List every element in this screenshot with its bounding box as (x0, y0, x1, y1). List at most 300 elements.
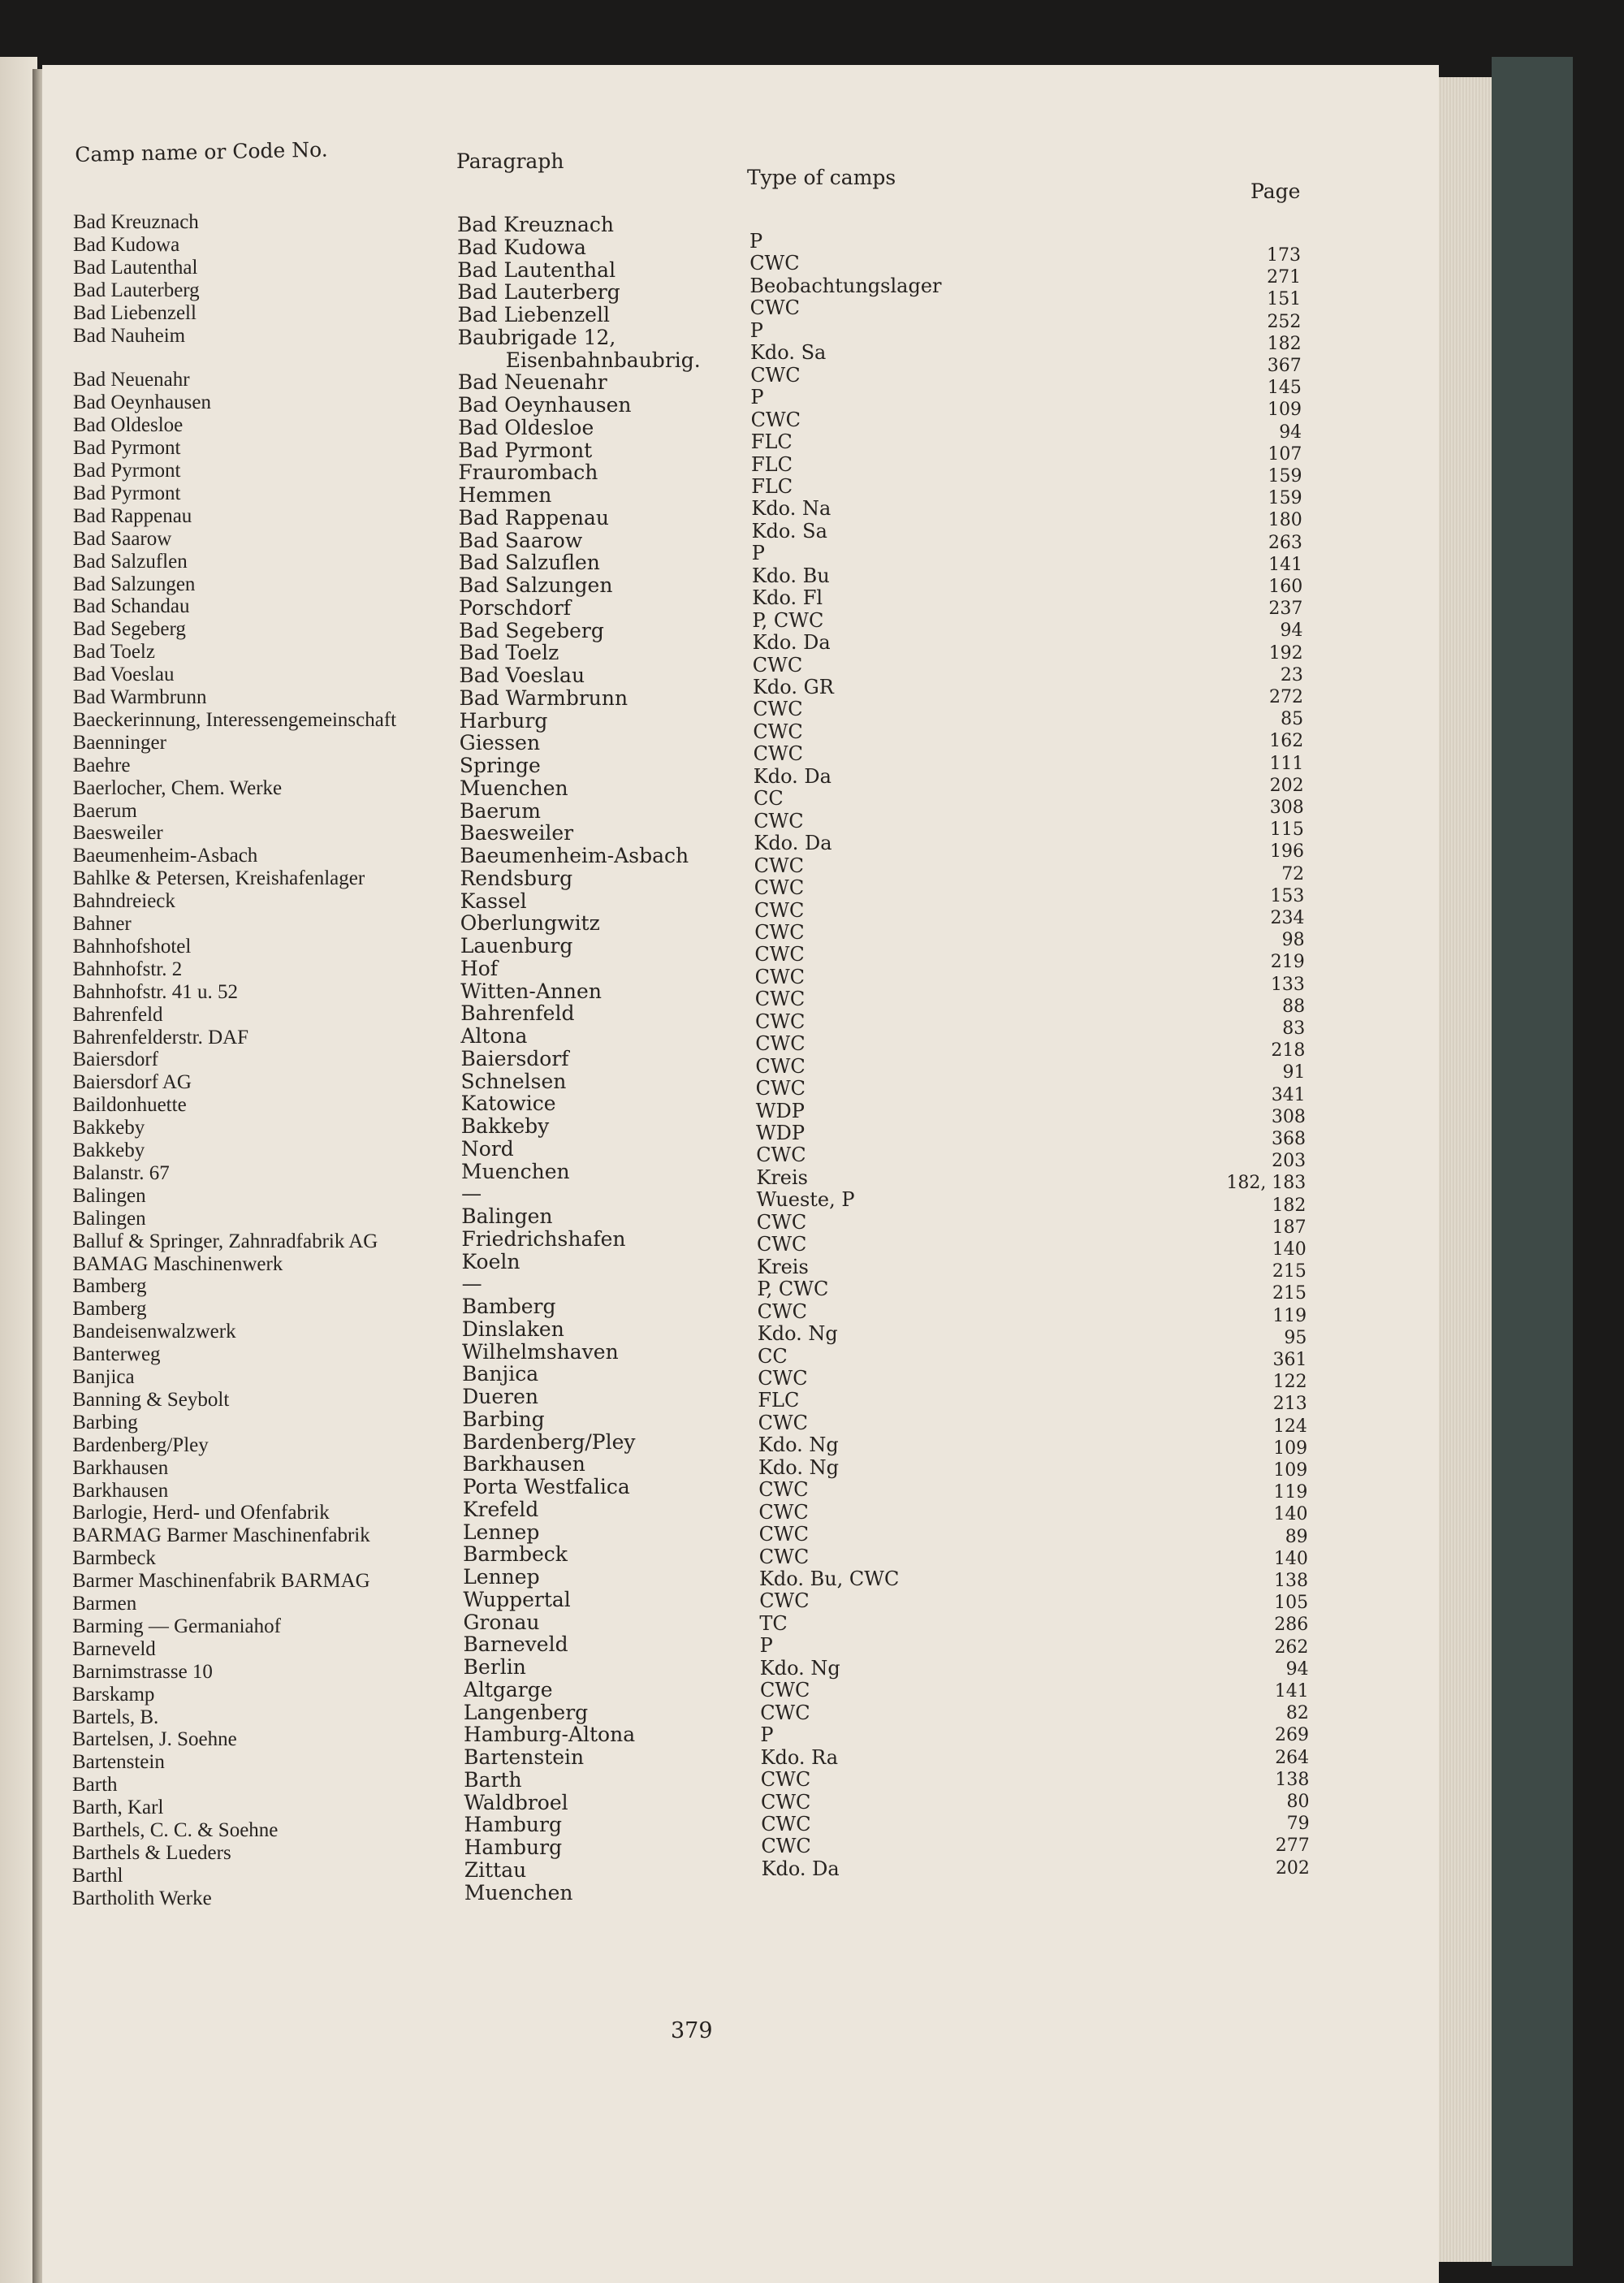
paragraph-entry: Hemmen (458, 483, 552, 507)
camp-name: Barskamp (72, 1683, 155, 1706)
page-reference: 215 (1272, 1261, 1307, 1282)
camp-type: P, CWC (752, 608, 824, 632)
camp-type: P (750, 386, 764, 409)
paragraph-entry: Bad Liebenzell (457, 303, 610, 326)
paragraph-entry: Bad Voeslau (459, 664, 585, 687)
page-reference: 159 (1268, 488, 1302, 509)
page-reference: 202 (1275, 1857, 1310, 1879)
page-reference: 105 (1274, 1593, 1309, 1614)
page-reference: 98 (1281, 930, 1305, 951)
page-reference: 182, 183 (1226, 1173, 1307, 1194)
paragraph-entry: Harburg (459, 708, 548, 733)
paragraph-entry: Barth (464, 1767, 522, 1792)
camp-type: CWC (760, 1768, 811, 1792)
camp-name: Balluf & Springer, Zahnradfabrik AG (72, 1230, 378, 1252)
paragraph-entry: — (461, 1182, 482, 1206)
camp-name: Bamberg (72, 1298, 147, 1321)
camp-type: FLC (751, 452, 793, 476)
paragraph-entry: Bad Salzuflen (458, 551, 600, 575)
page-reference: 187 (1272, 1217, 1307, 1238)
paragraph-entry: Zittau (464, 1857, 527, 1882)
header-page: Page (1250, 179, 1301, 203)
camp-type: CWC (756, 1144, 806, 1167)
camp-name: Bad Segeberg (72, 618, 186, 641)
page-reference: 308 (1269, 798, 1304, 818)
camp-name: Bad Warmbrunn (72, 686, 207, 708)
page-reference: 95 (1284, 1327, 1307, 1348)
page-reference: 277 (1275, 1835, 1310, 1857)
camp-name: BAMAG Maschinenwerk (72, 1252, 283, 1275)
paragraph-entry: Bad Kreuznach (457, 213, 615, 236)
paragraph-entry: Lauenburg (460, 934, 573, 958)
camp-name: Bad Neuenahr (72, 369, 190, 391)
paragraph-entry: Bad Neuenahr (457, 370, 607, 395)
paragraph-entry: Hof (460, 956, 499, 980)
page-reference: 109 (1273, 1460, 1308, 1481)
paragraph-entry: Bad Kudowa (457, 235, 586, 259)
paragraph-entry: Porta Westfalica (462, 1475, 630, 1498)
camp-name: Bad Salzungen (72, 573, 196, 595)
page-reference: 196 (1270, 841, 1305, 863)
camp-type: P (751, 542, 765, 565)
camp-type: CC (754, 787, 784, 811)
camp-type: Kdo. Ng (758, 1433, 839, 1457)
camp-name: Barkhausen (72, 1456, 169, 1479)
camp-type: CWC (754, 920, 805, 944)
paragraph-entry: Barbing (462, 1407, 545, 1431)
camp-type: WDP (756, 1122, 806, 1144)
camp-type: TC (759, 1611, 788, 1635)
camp-name: Bartenstein (71, 1751, 165, 1774)
page-reference: 269 (1275, 1725, 1310, 1746)
header-camp-name: Camp name or Code No. (74, 137, 328, 166)
paragraph-entry: Hamburg (464, 1835, 563, 1859)
camp-name: Bad Kudowa (72, 233, 180, 256)
page-reference: 89 (1285, 1526, 1308, 1547)
camp-type: CWC (750, 408, 801, 431)
camp-name: Bad Rappenau (72, 504, 192, 527)
page-reference: 218 (1271, 1040, 1306, 1062)
page-reference: 368 (1272, 1129, 1306, 1149)
camp-type: CWC (754, 898, 805, 922)
paragraph-entry: Waldbroel (464, 1790, 568, 1814)
paragraph-entry: Nord (460, 1136, 514, 1161)
paragraph-entry: Barneveld (463, 1632, 568, 1657)
camp-type: CWC (750, 363, 801, 387)
camp-name: Barth, Karl (71, 1797, 164, 1819)
page-number: 379 (671, 2018, 713, 2043)
camp-name: Baiersdorf (72, 1049, 158, 1071)
paragraph-entry: Altona (460, 1024, 528, 1048)
paragraph-entry: Oberlungwitz (460, 911, 600, 936)
camp-name: Bad Voeslau (72, 664, 175, 686)
page-reference: 140 (1273, 1504, 1308, 1525)
camp-name: Bardenberg/Pley (72, 1433, 209, 1456)
paragraph-entry: Muenchen (460, 776, 568, 800)
camp-type: CWC (757, 1233, 807, 1256)
page-reference: 237 (1268, 599, 1303, 620)
paragraph-entry: — (461, 1272, 482, 1296)
page-reference: 262 (1274, 1637, 1309, 1658)
paragraph-entry: Barkhausen (462, 1452, 585, 1477)
page-reference: 263 (1268, 532, 1302, 553)
camp-name: Banning & Seybolt (72, 1388, 230, 1411)
page-reference: 160 (1268, 577, 1303, 597)
paragraph-entry: Bad Lautenthal (457, 257, 616, 282)
camp-name: Bad Toelz (72, 641, 155, 664)
page-reference: 271 (1267, 267, 1302, 288)
camp-type: WDP (755, 1099, 805, 1122)
camp-name: Baehre (72, 754, 131, 776)
camp-name: Bartholith Werke (71, 1887, 212, 1909)
page-reference: 234 (1270, 908, 1305, 928)
page-reference: 107 (1268, 443, 1302, 465)
camp-type: CWC (753, 720, 803, 743)
camp-type: Kdo. Na (751, 497, 831, 521)
book-cover (1492, 57, 1573, 2266)
paragraph-entry: Bahrenfeld (460, 1001, 575, 1026)
camp-name: Barthels, C. C. & Soehne (71, 1819, 279, 1841)
page-reference: 91 (1282, 1062, 1306, 1083)
camp-type: Kdo. GR (753, 676, 834, 698)
paragraph-entry: Eisenbahnbaubrig. (505, 348, 701, 372)
camp-type: Beobachtungslager (749, 274, 942, 297)
camp-type: CWC (756, 1210, 807, 1234)
camp-type: CWC (758, 1523, 809, 1546)
camp-name: Bahnhofstr. 41 u. 52 (72, 980, 238, 1003)
paragraph-entry: Berlin (463, 1655, 526, 1679)
camp-type: CWC (749, 296, 800, 320)
paragraph-entry: Bad Lauterberg (457, 280, 620, 305)
camp-name: Baesweiler (72, 822, 163, 845)
camp-type: P (749, 318, 763, 342)
camp-name: BARMAG Barmer Maschinenfabrik (72, 1524, 370, 1547)
camp-type: CWC (760, 1679, 810, 1702)
page-reference: 119 (1273, 1482, 1308, 1503)
page-reference: 153 (1270, 885, 1305, 906)
paragraph-entry: Muenchen (464, 1880, 573, 1905)
paragraph-entry: Dinslaken (461, 1317, 564, 1341)
camp-type: CWC (752, 653, 803, 677)
page-reference: 79 (1286, 1814, 1310, 1835)
camp-type: FLC (750, 430, 793, 454)
paragraph-entry: Hamburg-Altona (464, 1723, 636, 1747)
camp-type: CWC (757, 1299, 807, 1323)
paragraph-entry: Bardenberg/Pley (462, 1429, 636, 1454)
camp-name: Bahner (72, 913, 132, 935)
camp-name: Bakkeby (72, 1117, 145, 1139)
camp-name: Bad Lauterberg (72, 279, 200, 301)
paragraph-entry: Barmbeck (463, 1542, 568, 1567)
page-reference: 202 (1269, 775, 1304, 796)
page-reference: 138 (1274, 1571, 1308, 1591)
camp-type: FLC (758, 1389, 800, 1412)
paragraph-entry: Bad Oeynhausen (457, 393, 632, 417)
camp-type: Kreis (757, 1255, 809, 1278)
camp-name: Barthels & Lueders (71, 1841, 231, 1864)
camp-name: Bahrenfelderstr. DAF (72, 1026, 249, 1049)
camp-type: Kdo. Da (752, 631, 831, 655)
camp-name: Baenninger (72, 731, 166, 754)
camp-name: Bad Lautenthal (72, 256, 198, 279)
page-reference: 109 (1268, 400, 1302, 421)
camp-type: CWC (755, 1010, 806, 1033)
camp-type: CWC (755, 1032, 806, 1056)
camp-type: Kreis (756, 1165, 808, 1189)
camp-type: CWC (754, 988, 806, 1011)
page-reference: 192 (1268, 642, 1303, 664)
camp-name: Bakkeby (72, 1139, 145, 1161)
camp-type: CWC (761, 1812, 811, 1835)
camp-name: Bahndreieck (72, 890, 175, 913)
camp-type: P (759, 1634, 773, 1658)
page-reference: 173 (1267, 245, 1301, 266)
camp-name: Baildonhuette (72, 1094, 187, 1117)
camp-name: Bahrenfeld (72, 1003, 163, 1026)
paragraph-entry: Bad Saarow (458, 528, 583, 552)
camp-type: P (749, 230, 763, 253)
camp-name: Barthl (71, 1864, 123, 1887)
camp-name: Banterweg (72, 1343, 161, 1366)
paragraph-entry: Krefeld (462, 1497, 539, 1521)
page-reference: 213 (1272, 1394, 1307, 1415)
camp-type: Wueste, P (756, 1188, 855, 1212)
paragraph-entry: Bad Oldesloe (458, 415, 594, 439)
page-reference: 94 (1279, 422, 1302, 443)
camp-type: Kdo. Da (754, 832, 832, 855)
page-reference: 88 (1282, 996, 1306, 1017)
camp-name: Barnimstrasse 10 (72, 1660, 213, 1683)
page-reference: 119 (1272, 1305, 1307, 1326)
header-paragraph: Paragraph (456, 149, 564, 173)
page-reference: 80 (1286, 1792, 1310, 1812)
camp-type: Kdo. Ra (760, 1745, 839, 1769)
camp-name: Barneveld (72, 1637, 156, 1660)
paragraph-entry: Bad Rappenau (458, 505, 609, 530)
page-reference: 83 (1282, 1018, 1306, 1039)
camp-type: CWC (754, 809, 804, 832)
page-reference: 124 (1272, 1416, 1307, 1437)
paragraph-entry: Bad Warmbrunn (459, 685, 628, 710)
page-reference: 115 (1269, 819, 1304, 841)
camp-type: CWC (758, 1500, 809, 1524)
camp-type: CWC (758, 1366, 808, 1390)
paragraph-entry: Witten-Annen (460, 979, 602, 1003)
page-reference: 85 (1281, 709, 1304, 730)
camp-name: Baiersdorf AG (72, 1071, 192, 1094)
paragraph-entry: Bakkeby (460, 1114, 550, 1138)
camp-name: Bad Saarow (72, 527, 172, 550)
camp-type: P (760, 1723, 774, 1747)
page-reference: 215 (1272, 1283, 1307, 1304)
page-reference: 109 (1273, 1438, 1308, 1459)
camp-name: Barth (71, 1774, 118, 1797)
camp-type: Kdo. Da (753, 764, 831, 788)
camp-type: CWC (753, 742, 803, 766)
paragraph-entry: Baerum (460, 798, 541, 823)
camp-name: Balingen (72, 1184, 146, 1207)
camp-type: CWC (758, 1545, 810, 1568)
paragraph-entry: Wilhelmshaven (462, 1339, 619, 1364)
page-reference: 286 (1274, 1615, 1309, 1636)
page-reference: 133 (1270, 974, 1305, 995)
paragraph-entry: Balingen (461, 1204, 553, 1228)
camp-type: CWC (754, 854, 804, 877)
camp-type: CWC (761, 1835, 811, 1858)
page-reference: 145 (1267, 378, 1302, 399)
camp-type: CWC (755, 1054, 806, 1078)
camp-name: Bamberg (72, 1275, 147, 1298)
paragraph-entry: Kassel (460, 889, 527, 913)
camp-name: Bahnhofshotel (72, 935, 192, 958)
page-reference: 94 (1280, 620, 1303, 642)
paragraph-entry: Altgarge (463, 1677, 553, 1701)
camp-type: Kdo. Ng (759, 1656, 840, 1680)
paragraph-entry: Bad Salzungen (458, 573, 613, 597)
camp-name: Bandeisenwalzwerk (72, 1321, 236, 1343)
camp-type: Kdo. Bu, CWC (759, 1567, 900, 1590)
camp-type: CWC (758, 1411, 808, 1434)
camp-type: CWC (754, 965, 805, 988)
camp-name: Barkhausen (72, 1479, 169, 1502)
paragraph-entry: Springe (459, 754, 541, 777)
paragraph-entry: Rendsburg (460, 866, 573, 890)
camp-name: Banjica (72, 1366, 135, 1388)
page-reference: 122 (1272, 1372, 1307, 1393)
camp-name: Bad Oldesloe (72, 414, 184, 437)
camp-name: Barmen (72, 1593, 137, 1615)
camp-type: CWC (749, 252, 800, 275)
camp-name: Bahlke & Petersen, Kreishafenlager (72, 867, 365, 890)
camp-type: Kdo. Bu (752, 564, 830, 587)
camp-name: Barmer Maschinenfabrik BARMAG (72, 1570, 370, 1593)
camp-name: Balingen (72, 1207, 146, 1230)
camp-type: Kdo. Ng (758, 1455, 839, 1479)
page-reference: 272 (1269, 687, 1303, 707)
camp-type: Kdo. Ng (757, 1322, 838, 1346)
page-reference: 141 (1268, 554, 1303, 575)
page-reference: 182 (1267, 333, 1302, 354)
page-reference: 182 (1272, 1195, 1307, 1216)
paragraph-entry: Fraurombach (458, 460, 598, 485)
page-reference: 72 (1281, 863, 1305, 884)
paragraph-entry: Bad Toelz (459, 641, 559, 665)
paragraph-entry: Friedrichshafen (461, 1226, 626, 1251)
page-reference: 159 (1268, 466, 1302, 486)
paragraph-entry: Bartenstein (464, 1745, 585, 1769)
camp-type: CWC (753, 698, 803, 721)
page-reference: 252 (1267, 311, 1302, 332)
page-reference: 94 (1285, 1658, 1309, 1680)
paragraph-entry: Giessen (459, 731, 541, 755)
camp-name: Bad Pyrmont (72, 437, 181, 460)
paragraph-entry: Banjica (462, 1362, 539, 1386)
page-reference: 141 (1274, 1681, 1309, 1701)
page-reference: 111 (1269, 753, 1304, 774)
page-reference: 264 (1275, 1747, 1310, 1768)
camp-name: Barlogie, Herd- und Ofenfabrik (72, 1502, 330, 1524)
paragraph-entry: Bamberg (461, 1295, 556, 1318)
camp-name: Baerlocher, Chem. Werke (72, 776, 283, 799)
camp-type: CWC (760, 1701, 810, 1724)
camp-name: Bad Schandau (72, 595, 190, 618)
paragraph-entry: Lennep (463, 1565, 540, 1589)
camp-name: Bad Salzuflen (72, 550, 188, 573)
paragraph-entry: Baubrigade 12, (457, 325, 616, 349)
paragraph-entry: Wuppertal (463, 1587, 571, 1611)
camp-type: CWC (758, 1478, 809, 1502)
camp-type: Kdo. Fl (752, 586, 823, 610)
camp-name: Baeumenheim-Asbach (72, 845, 258, 867)
camp-type: CWC (759, 1589, 810, 1613)
camp-type: CC (758, 1344, 788, 1368)
camp-type: P, CWC (757, 1278, 829, 1301)
page-reference: 138 (1275, 1769, 1310, 1790)
camp-name: Bad Pyrmont (72, 482, 181, 504)
page-reference: 367 (1267, 356, 1302, 376)
camp-type: CWC (754, 876, 805, 900)
page-fore-edge (1439, 77, 1492, 2262)
camp-name: Barmbeck (72, 1547, 156, 1570)
camp-name: Bad Kreuznach (73, 211, 199, 233)
page-reference: 341 (1271, 1084, 1306, 1105)
page-reference: 203 (1272, 1151, 1307, 1172)
paragraph-entry: Lennep (462, 1520, 540, 1544)
camp-name: Barbing (72, 1411, 138, 1433)
paragraph-entry: Schnelsen (460, 1069, 567, 1093)
camp-type: FLC (751, 474, 793, 498)
paragraph-entry: Bad Segeberg (459, 618, 604, 642)
page-reference: 23 (1280, 664, 1303, 685)
paragraph-entry: Gronau (463, 1610, 540, 1634)
camp-type: CWC (754, 943, 805, 966)
page-reference: 162 (1269, 731, 1304, 752)
paragraph-entry: Katowice (460, 1092, 556, 1116)
camp-name: Barming — Germaniahof (72, 1615, 281, 1637)
header-type: Type of camps (747, 166, 896, 189)
camp-name: Bad Nauheim (72, 324, 186, 347)
page-reference: 308 (1271, 1106, 1306, 1127)
camp-type: Kdo. Sa (750, 341, 827, 365)
page-reference: 151 (1267, 289, 1302, 310)
paragraph-entry: Dueren (462, 1385, 539, 1408)
page-reference: 219 (1270, 952, 1305, 973)
camp-name: Bahnhofstr. 2 (72, 958, 183, 980)
camp-name: Balanstr. 67 (72, 1161, 170, 1184)
camp-name: Bartels, B. (72, 1706, 159, 1728)
paragraph-entry: Hamburg (464, 1813, 562, 1837)
paragraph-entry: Muenchen (461, 1159, 570, 1183)
paragraph-entry: Koeln (461, 1249, 520, 1273)
camp-name: Bad Liebenzell (72, 301, 197, 324)
camp-type: Kdo. Da (761, 1857, 840, 1880)
camp-name: Baerum (72, 799, 137, 822)
page-reference: 82 (1285, 1703, 1309, 1724)
paragraph-entry: Baiersdorf (460, 1046, 569, 1070)
camp-name: Bad Oeynhausen (72, 391, 211, 414)
paragraph-entry: Langenberg (463, 1700, 589, 1724)
paragraph-entry: Baeumenheim-Asbach (460, 844, 689, 867)
camp-name: Baeckerinnung, Interessengemeinschaft (72, 708, 397, 731)
camp-type: CWC (761, 1790, 811, 1814)
camp-name: Bartelsen, J. Soehne (72, 1728, 237, 1751)
paragraph-entry: Baesweiler (460, 821, 574, 845)
camp-type: CWC (755, 1077, 806, 1100)
page-reference: 140 (1272, 1239, 1307, 1260)
page-reference: 140 (1273, 1548, 1308, 1569)
paragraph-entry: Bad Pyrmont (458, 438, 593, 462)
page-reference: 180 (1268, 510, 1302, 531)
